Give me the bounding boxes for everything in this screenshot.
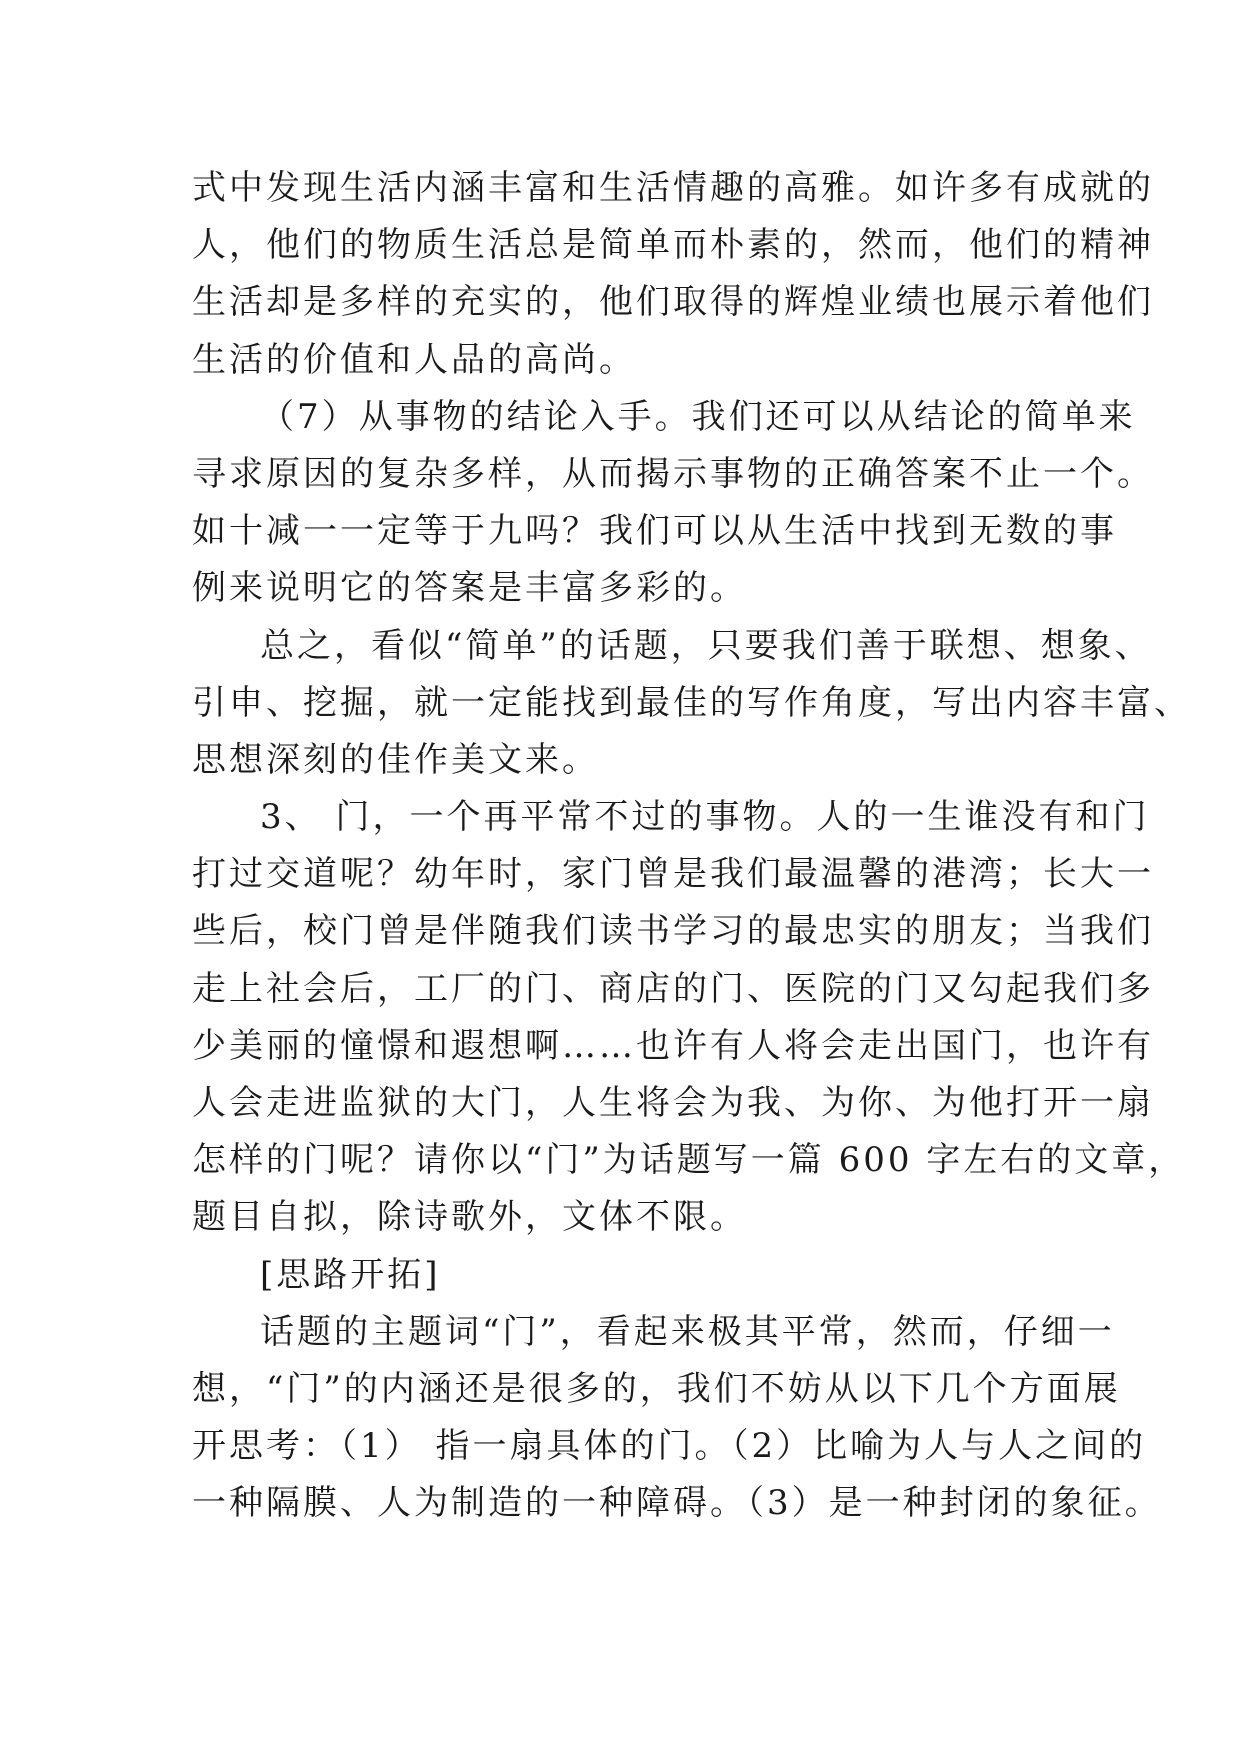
text-line: 题目自拟，除诗歌外，文体不限。 xyxy=(192,1197,747,1238)
text-line: 人会走进监狱的大门，人生将会为我、为你、为他打开一扇 xyxy=(192,1083,1154,1123)
text-line: 怎样的门呢？请你以“门”为话题写一篇 600 字左右的文章， xyxy=(192,1140,1186,1181)
text-line: 人，他们的物质生活总是简单而朴素的，然而，他们的精神 xyxy=(192,225,1154,266)
text-line: 生活却是多样的充实的，他们取得的辉煌业绩也展示着他们 xyxy=(192,282,1154,323)
text-line-indented: 话题的主题词“门”，看起来极其平常，然而，仔细一 xyxy=(260,1311,1115,1352)
text-line-indented: （7）从事物的结论入手。我们还可以从结论的简单来 xyxy=(260,396,1136,437)
text-line: 一种隔膜、人为制造的一种障碍。（3）是一种封闭的象征。 xyxy=(192,1483,1162,1524)
body-text xyxy=(192,160,1191,1533)
text-line-indented: 3、 门，一个再平常不过的事物。人的一生谁没有和门 xyxy=(260,797,1150,838)
section-heading: [思路开拓] xyxy=(260,1254,441,1295)
text-line: 例来说明它的答案是丰富多彩的。 xyxy=(192,568,747,609)
text-line: 走上社会后，工厂的门、商店的门、医院的门又勾起我们多 xyxy=(192,968,1154,1009)
text-line: 些后，校门曾是伴随我们读书学习的最忠实的朋友；当我们 xyxy=(192,911,1154,952)
text-line: 开思考：（1） 指一扇具体的门。（2）比喻为人与人之间的 xyxy=(192,1426,1147,1467)
text-line: 想，“门”的内涵还是很多的，我们不妨从以下几个方面展 xyxy=(192,1368,1121,1409)
text-line: 生活的价值和人品的高尚。 xyxy=(192,339,636,380)
text-line: 引申、挖掘，就一定能找到最佳的写作角度，写出内容丰富、 xyxy=(192,682,1191,723)
text-line: 少美丽的憧憬和遐想啊……也许有人将会走出国门，也许有 xyxy=(192,1025,1154,1066)
text-line-indented: 总之，看似“简单”的话题，只要我们善于联想、想象、 xyxy=(260,625,1152,666)
text-line: 思想深刻的佳作美文来。 xyxy=(192,739,599,780)
text-line: 寻求原因的复杂多样，从而揭示事物的正确答案不止一个。 xyxy=(192,453,1154,494)
text-line: 打过交道呢？幼年时，家门曾是我们最温馨的港湾；长大一 xyxy=(192,854,1154,895)
text-line: 式中发现生活内涵丰富和生活情趣的高雅。如许多有成就的 xyxy=(192,168,1154,208)
text-line: 如十减一一定等于九吗？我们可以从生活中找到无数的事 xyxy=(192,511,1117,552)
